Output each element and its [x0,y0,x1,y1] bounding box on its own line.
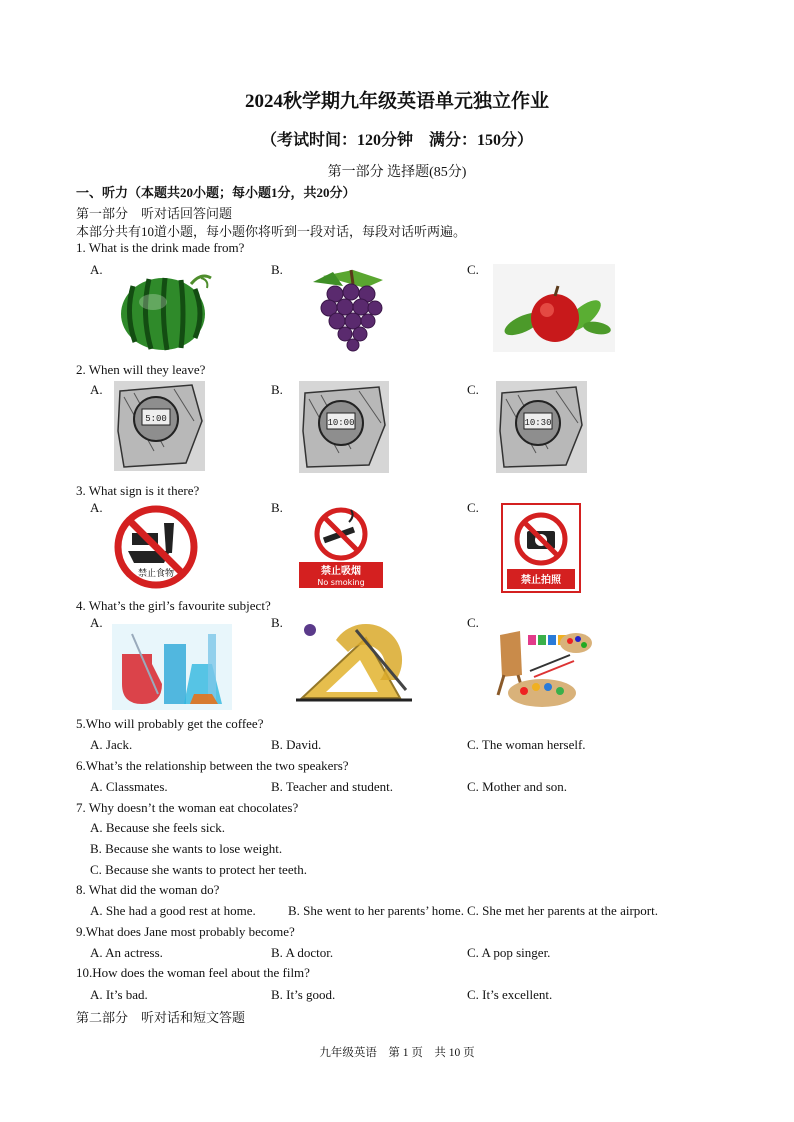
q4-option-a-label: A. [90,615,103,630]
q2-option-a-label: A. [90,382,103,397]
chemistry-lab-image [112,624,232,710]
watch-c-time: 10:30 [524,418,552,428]
question-8: 8. What did the woman do? [76,882,220,897]
q3-option-a-label: A. [90,500,103,515]
subsection-heading-2: 第二部分 听对话和短文答题 [76,1010,246,1025]
watch-a-image [114,381,205,471]
q7-option-c: C. Because she wants to protect her teeth. [90,862,307,877]
q1-option-b-label: B. [271,262,283,277]
no-smoking-cn-label: 禁止吸烟 [321,566,361,577]
watch-c-image [496,381,587,473]
q10-option-c: C. It’s excellent. [467,987,553,1002]
q9-option-b: B. A doctor. [271,945,334,960]
subsection-heading-1: 第一部分 听对话回答问题 [76,206,233,221]
q3-option-b-label: B. [271,500,283,515]
q6-option-a: A. Classmates. [90,779,168,794]
q9-option-c: C. A pop singer. [467,945,551,960]
q6-option-c: C. Mother and son. [467,779,568,794]
grapes-image [303,262,399,352]
q8-option-a: A. She had a good rest at home. [90,903,256,918]
question-6: 6.What’s the relationship between the two speakers? [76,758,349,773]
q2-option-c-label: C. [467,382,479,397]
q7-option-b: B. Because she wants to lose weight. [90,841,283,856]
math-tools-image [296,620,412,704]
question-3: 3. What sign is it there? [76,483,200,498]
question-7: 7. Why doesn’t the woman eat chocolates? [76,800,299,815]
subsection-intro: 本部分共有10道小题，每小题你将听到一段对话，每段对话听两遍。 [76,224,467,239]
q6-option-b: B. Teacher and student. [271,779,393,794]
no-smoking-en-label: No smoking [317,578,365,587]
q5-option-a: A. Jack. [90,737,133,752]
q9-option-a: A. An actress. [90,945,163,960]
question-9: 9.What does Jane most probably become? [76,924,295,939]
art-supplies-image [490,625,594,709]
q1-option-c-label: C. [467,262,479,277]
q8-option-b: B. She went to her parents’ home. [288,903,464,918]
question-4: 4. What’s the girl’s favourite subject? [76,598,271,613]
question-2: 2. When will they leave? [76,362,206,377]
question-10: 10.How does the woman feel about the film? [76,965,310,980]
q1-option-a-label: A. [90,262,103,277]
question-5: 5.Who will probably get the coffee? [76,716,264,731]
page-footer: 九年级英语 第 1 页 共 10 页 [319,1047,475,1059]
q5-option-b: B. David. [271,737,322,752]
q10-option-b: B. It’s good. [271,987,336,1002]
page-title: 2024秋学期九年级英语单元独立作业 [244,91,549,112]
watch-a-time: 5:00 [145,414,167,424]
q4-option-c-label: C. [467,615,479,630]
question-1: 1. What is the drink made from? [76,240,245,255]
watch-b-image [299,381,389,473]
exam-info: （考试时间：120分钟 满分：150分） [260,132,533,149]
q8-option-c: C. She met her parents at the airport. [467,903,658,918]
q2-option-b-label: B. [271,382,283,397]
q5-option-c: C. The woman herself. [467,737,586,752]
apple-image [493,264,615,352]
no-photo-sign [501,503,581,593]
section-heading-listening: 一、听力（本题共20小题；每小题1分，共20分） [76,185,356,200]
q10-option-a: A. It’s bad. [90,987,148,1002]
watermelon-image [113,262,215,354]
q3-option-c-label: C. [467,500,479,515]
no-food-sign [110,505,202,591]
q7-option-a: A. Because she feels sick. [90,820,226,835]
watch-b-time: 10:00 [327,418,355,428]
no-photo-label: 禁止拍照 [521,575,561,586]
q4-option-b-label: B. [271,615,283,630]
part-title: 第一部分 选择题(85分) [327,165,467,180]
no-smoking-sign [299,502,383,588]
no-food-label: 禁止食物 [137,569,175,579]
